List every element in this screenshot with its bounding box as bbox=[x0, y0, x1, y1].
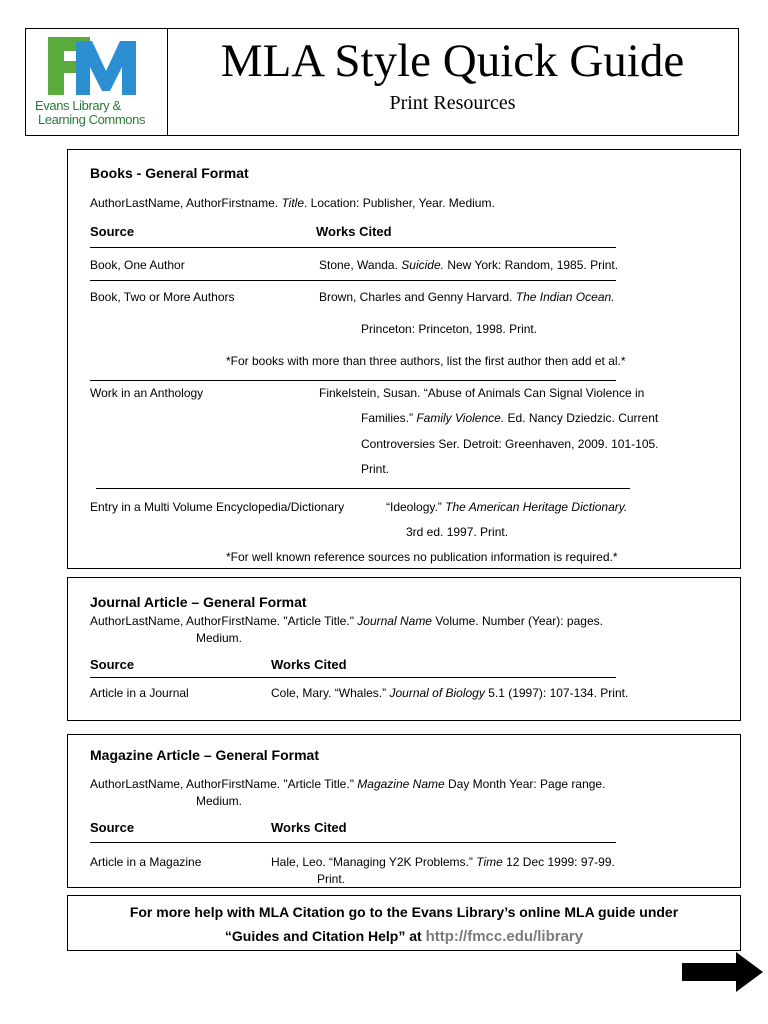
books-row3-line2 bbox=[361, 411, 658, 426]
books-row3-article: Families.” bbox=[361, 411, 417, 425]
magazine-format-continued: Medium. bbox=[196, 794, 243, 808]
books-row3-line3: Controversies Ser. Detroit: Greenhaven, 2009. 101-105. bbox=[361, 437, 659, 451]
magazine-format-author: AuthorLastName, AuthorFirstName. "Article Title." bbox=[90, 777, 358, 791]
help-line-2 bbox=[68, 927, 740, 946]
logo-line-2: Learning Commons bbox=[38, 112, 146, 127]
books-header-rule bbox=[90, 247, 616, 248]
guide-header bbox=[25, 28, 739, 136]
books-row4-continued: 3rd ed. 1997. Print. bbox=[406, 525, 509, 539]
journal-col-works-cited: Works Cited bbox=[271, 657, 347, 672]
magazine-format-magazine: Magazine Name bbox=[357, 777, 445, 791]
page-subtitle: Print Resources bbox=[389, 92, 516, 114]
books-note-authors: *For books with more than three authors, list the first author then add et al.* bbox=[226, 354, 626, 368]
books-note-reference: *For well known reference sources no publication information is required.* bbox=[226, 550, 618, 564]
books-format-author: AuthorLastName, AuthorFirstname. bbox=[90, 196, 279, 210]
books-section bbox=[67, 149, 741, 569]
magazine-row1-citation bbox=[271, 855, 615, 870]
books-row1-citation bbox=[319, 258, 618, 273]
journal-format-journal: Journal Name bbox=[357, 614, 432, 628]
journal-format-rest: Volume. Number (Year): pages. bbox=[431, 614, 603, 628]
books-row4-entry: “Ideology.” bbox=[386, 500, 446, 514]
magazine-section bbox=[67, 734, 741, 888]
books-row3-title: Family Violence. bbox=[416, 411, 505, 425]
help-line-2-text: “Guides and Citation Help” at bbox=[224, 928, 426, 944]
journal-row1-author: Cole, Mary. “Whales.” bbox=[271, 686, 390, 700]
help-line-1: For more help with MLA Citation go to the Evans Library’s online MLA guide under bbox=[129, 904, 679, 920]
right-arrow-icon[interactable] bbox=[680, 951, 766, 993]
logo-cell bbox=[26, 29, 168, 135]
journal-format-continued: Medium. bbox=[196, 631, 243, 645]
books-row2-author: Brown, Charles and Genny Harvard. bbox=[319, 290, 516, 304]
books-row1-source: Book, One Author bbox=[90, 258, 185, 272]
magazine-row1-source: Article in a Magazine bbox=[90, 855, 202, 869]
page-title: MLA Style Quick Guide bbox=[220, 35, 685, 87]
books-row1-pub: New York: Random, 1985. Print. bbox=[443, 258, 619, 272]
help-box bbox=[67, 895, 741, 951]
magazine-format bbox=[90, 777, 605, 792]
journal-heading: Journal Article – General Format bbox=[90, 594, 307, 610]
books-row2-citation bbox=[319, 290, 615, 305]
journal-format-author: AuthorLastName, AuthorFirstName. "Article Title." bbox=[90, 614, 358, 628]
books-row3-rule bbox=[96, 488, 630, 489]
magazine-header-rule bbox=[90, 842, 616, 843]
journal-row1-citation bbox=[271, 686, 628, 701]
books-row4-source: Entry in a Multi Volume Encyclopedia/Dictionary bbox=[90, 500, 345, 514]
journal-col-source: Source bbox=[90, 657, 135, 672]
books-format bbox=[90, 196, 495, 211]
books-format-rest: . Location: Publisher, Year. Medium. bbox=[304, 196, 495, 210]
journal-row1-source: Article in a Journal bbox=[90, 686, 189, 700]
books-row2-continued: Princeton: Princeton, 1998. Print. bbox=[361, 322, 538, 336]
evans-library-logo bbox=[48, 37, 144, 97]
magazine-col-source: Source bbox=[90, 820, 135, 835]
books-row3-source: Work in an Anthology bbox=[90, 386, 204, 400]
journal-header-rule bbox=[90, 677, 616, 678]
journal-section bbox=[67, 577, 741, 721]
logo-text bbox=[35, 99, 165, 127]
magazine-heading: Magazine Article – General Format bbox=[90, 747, 319, 763]
books-col-source: Source bbox=[90, 224, 135, 239]
magazine-row1-magazine: Time bbox=[476, 855, 503, 869]
books-col-works-cited: Works Cited bbox=[316, 224, 392, 239]
books-row3-line4: Print. bbox=[361, 462, 390, 476]
journal-format bbox=[90, 614, 603, 629]
books-row2-title: The Indian Ocean. bbox=[515, 290, 615, 304]
books-row1-title: Suicide. bbox=[401, 258, 444, 272]
books-row4-citation bbox=[386, 500, 627, 515]
books-row2-rule bbox=[90, 380, 616, 381]
books-row3-line1: Finkelstein, Susan. “Abuse of Animals Can Signal Violence in bbox=[319, 386, 645, 400]
magazine-row1-continued: Print. bbox=[317, 872, 346, 886]
library-url-link[interactable]: http://fmcc.edu/library bbox=[425, 928, 584, 945]
journal-row1-journal: Journal of Biology bbox=[389, 686, 485, 700]
magazine-row1-pub: 12 Dec 1999: 97-99. bbox=[502, 855, 615, 869]
books-row3-editor: Ed. Nancy Dziedzic. Current bbox=[504, 411, 659, 425]
books-row1-rule bbox=[90, 280, 616, 281]
journal-row1-pub: 5.1 (1997): 107-134. Print. bbox=[484, 686, 629, 700]
magazine-format-rest: Day Month Year: Page range. bbox=[444, 777, 606, 791]
books-row2-source: Book, Two or More Authors bbox=[90, 290, 235, 304]
magazine-row1-author: Hale, Leo. “Managing Y2K Problems.” bbox=[271, 855, 477, 869]
books-row4-title: The American Heritage Dictionary. bbox=[445, 500, 628, 514]
magazine-col-works-cited: Works Cited bbox=[271, 820, 347, 835]
books-heading: Books - General Format bbox=[90, 165, 249, 181]
books-row1-author: Stone, Wanda. bbox=[319, 258, 402, 272]
books-format-title: Title bbox=[281, 196, 305, 210]
logo-line-1: Evans Library & bbox=[35, 98, 121, 113]
